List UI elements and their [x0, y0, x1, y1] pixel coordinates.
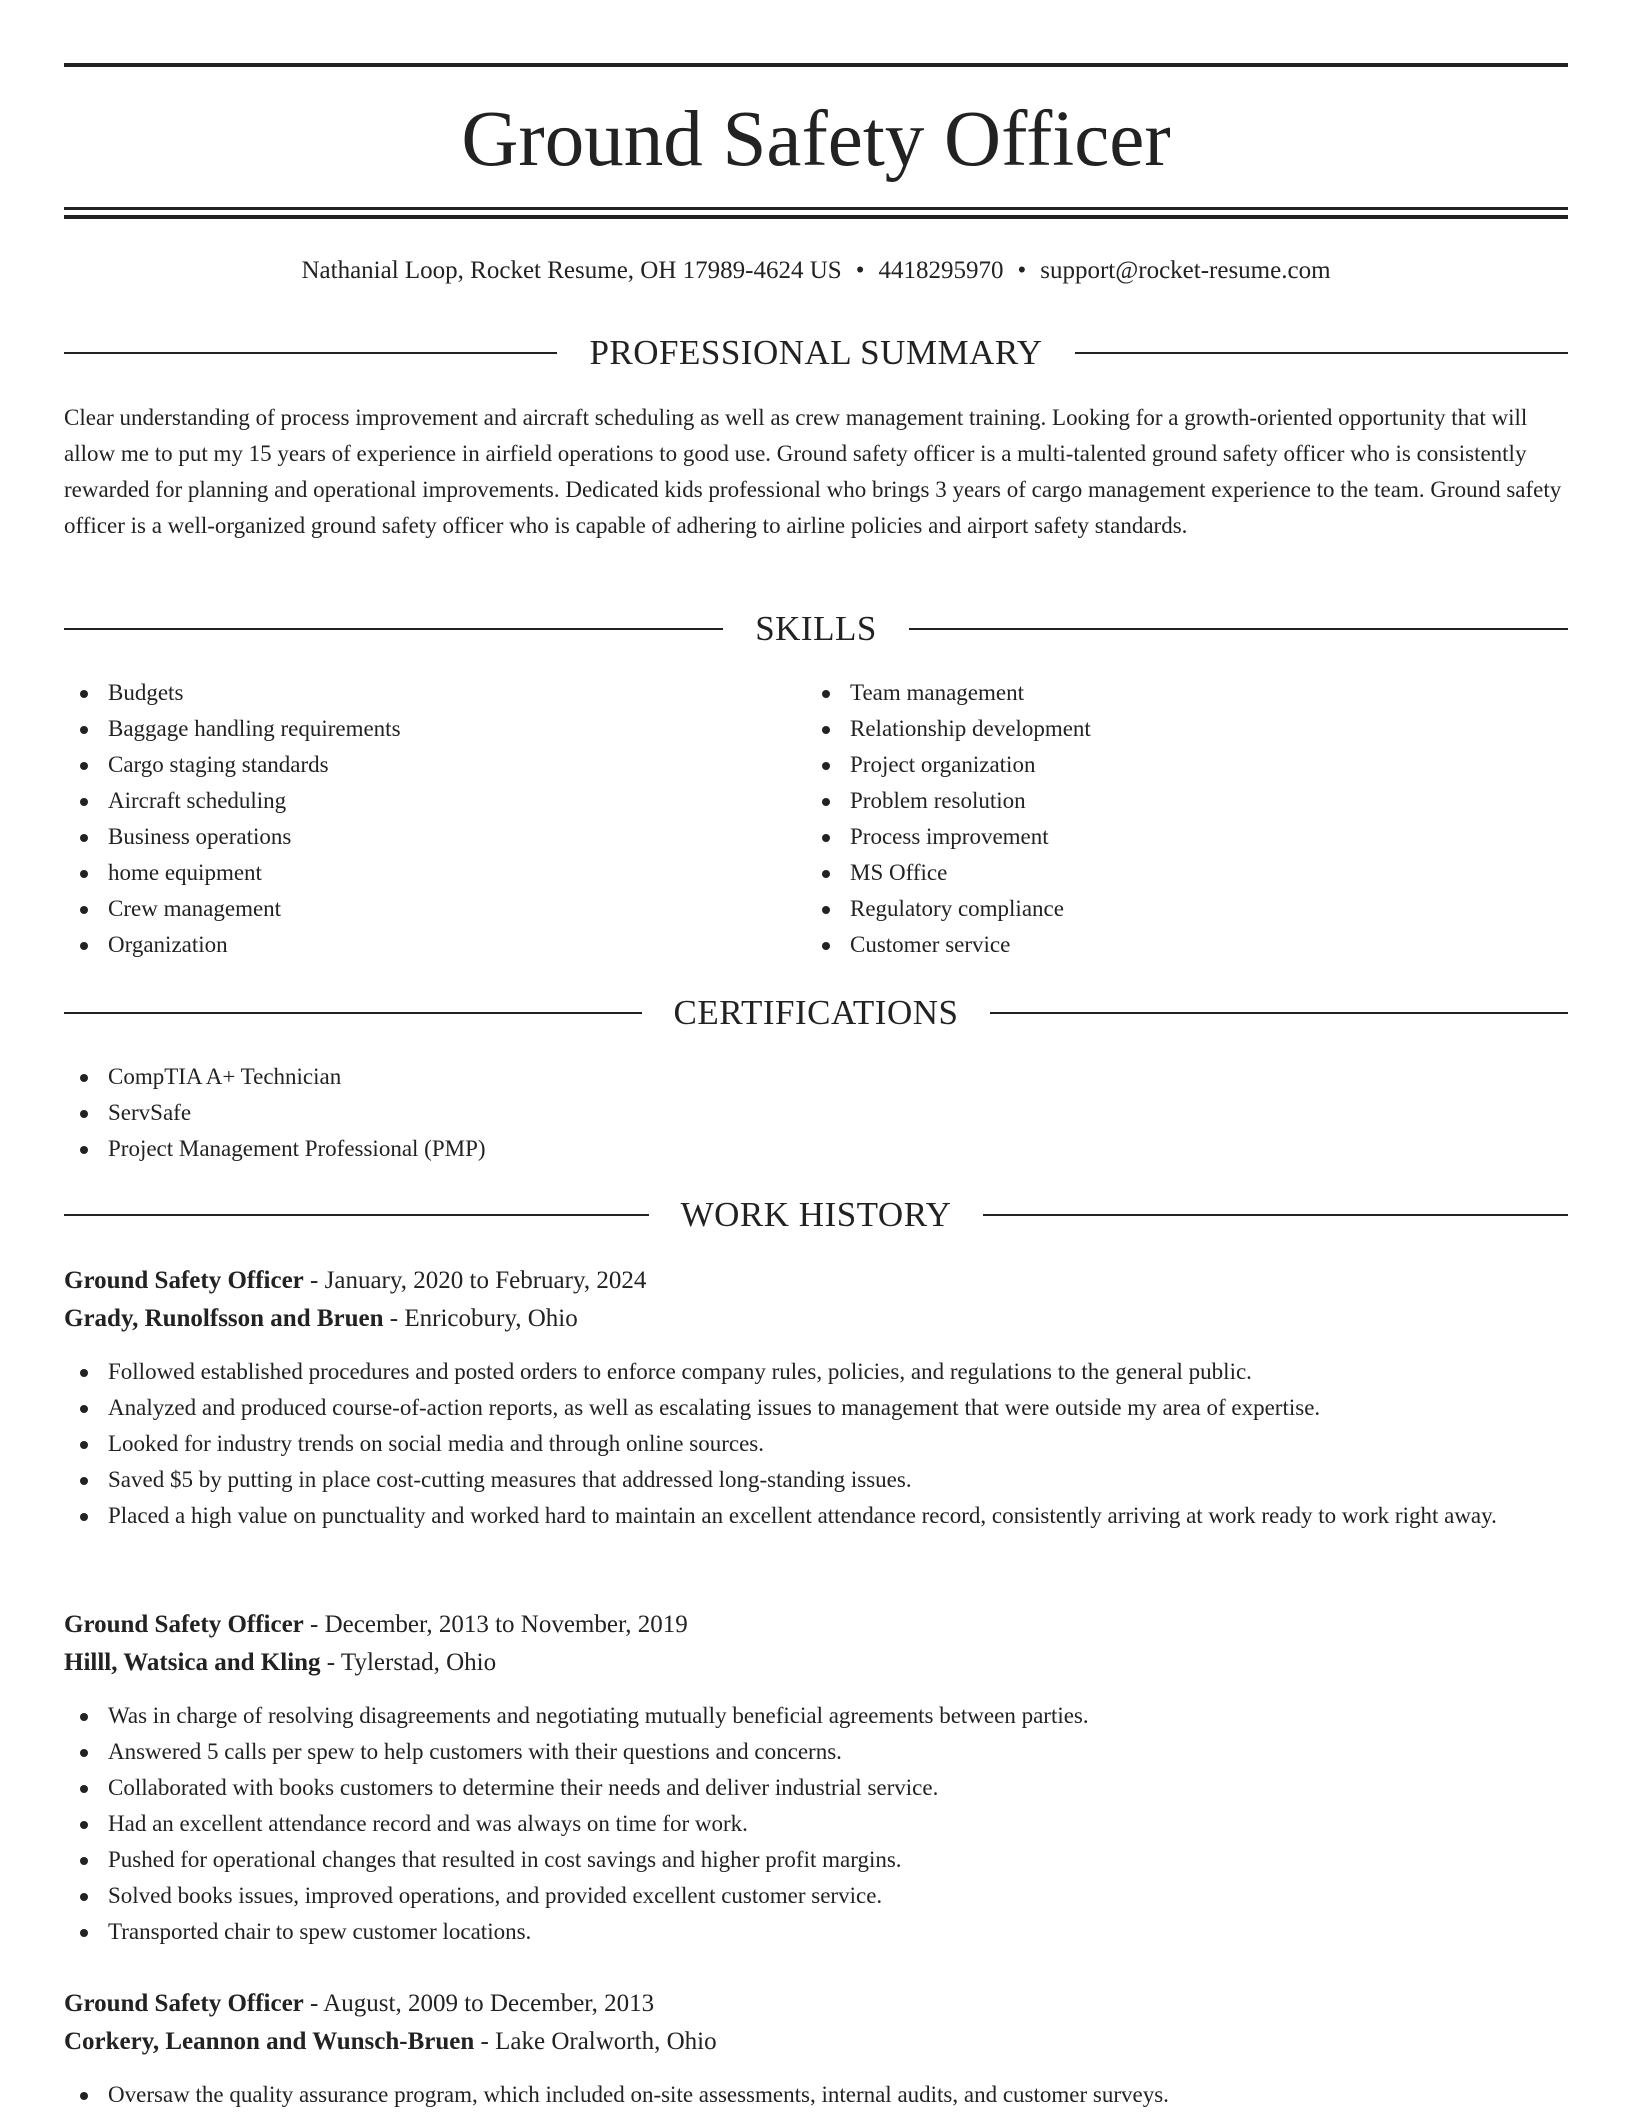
section-title-summary: PROFESSIONAL SUMMARY [589, 333, 1043, 372]
contact-email: support@rocket-resume.com [1040, 257, 1331, 284]
job-location: - Tylerstad, Ohio [320, 1649, 497, 1676]
job-company-line [64, 1300, 1568, 1338]
job-location: - Lake Oralworth, Ohio [474, 2028, 717, 2055]
section-heading-certifications [64, 991, 1568, 1035]
job-duty-item: Answered 5 calls per spew to help customers with their questions and concerns. [64, 1734, 1568, 1770]
job-duty-item: Transported chair to spew customer locations. [64, 1914, 1568, 1950]
skill-item: Relationship development [806, 711, 1546, 747]
section-title-certifications: CERTIFICATIONS [673, 993, 959, 1032]
section-heading-work-history [64, 1193, 1568, 1237]
skill-item: Baggage handling requirements [64, 711, 804, 747]
job-duties-list [64, 1354, 1568, 1534]
skill-item: home equipment [64, 855, 804, 891]
job-title-line [64, 1985, 1568, 2023]
job-entry [64, 1606, 1568, 1950]
skill-item: Cargo staging standards [64, 747, 804, 783]
contact-separator: • [855, 257, 865, 284]
skill-item: Team management [806, 675, 1546, 711]
certification-item: CompTIA A+ Technician [64, 1059, 1568, 1095]
job-title-line [64, 1262, 1568, 1300]
job-duty-item: Followed established procedures and posted orders to enforce company rules, policies, and regulations to the general public. [64, 1354, 1568, 1390]
job-duty-item: Had an excellent attendance record and was always on time for work. [64, 1806, 1568, 1842]
heading-rule-right [990, 1012, 1568, 1014]
professional-summary-text: Clear understanding of process improvement and aircraft scheduling as well as crew management training. Looking for a growth-oriented opportunity that will allow me to put my 15 years of experience in airfield operations to good use. Ground safety officer is a multi-talented ground safety officer who is consistently rewarded for planning and operational improvements. Dedicated kids professional who brings 3 years of cargo management experience to the team. Ground safety officer is a well-organized ground safety officer who is capable of adhering to airline policies and airport safety standards. [64, 405, 1562, 538]
job-location: - Enricobury, Ohio [383, 1305, 578, 1332]
skills-list-right [806, 675, 1546, 963]
job-duty-item: Saved $5 by putting in place cost-cutting measures that addressed long-standing issues. [64, 1462, 1568, 1498]
job-dates: - January, 2020 to February, 2024 [303, 1267, 647, 1294]
certifications-list [64, 1059, 1568, 1167]
job-duty-item: Collaborated with books customers to determine their needs and deliver industrial service. [64, 1770, 1568, 1806]
heading-rule-right [983, 1214, 1568, 1216]
job-duty-item: Analyzed and produced course-of-action reports, as well as escalating issues to management that were outside my area of expertise. [64, 1390, 1568, 1426]
heading-rule-left [64, 352, 557, 354]
section-heading-skills [64, 607, 1568, 651]
skill-item: Business operations [64, 819, 804, 855]
skill-item: Project organization [806, 747, 1546, 783]
heading-rule-left [64, 1012, 642, 1014]
header-double-rule-upper [64, 207, 1568, 210]
heading-rule-left [64, 628, 723, 630]
skill-item: Budgets [64, 675, 804, 711]
job-duty-item: Looked for industry trends on social media and through online sources. [64, 1426, 1568, 1462]
job-title: Ground Safety Officer [64, 1990, 304, 2017]
job-duties-list [64, 1698, 1568, 1950]
skill-item: MS Office [806, 855, 1546, 891]
section-heading-summary [64, 331, 1568, 375]
job-entry [64, 1985, 1568, 2112]
skill-item: Process improvement [806, 819, 1546, 855]
contact-separator: • [1017, 257, 1027, 284]
resume-name: Ground Safety Officer [461, 96, 1171, 183]
certification-item: ServSafe [64, 1095, 1568, 1131]
job-duties-list [64, 2077, 1568, 2112]
job-title-line [64, 1606, 1568, 1644]
job-company: Grady, Runolfsson and Bruen [64, 1305, 384, 1332]
section-title-work-history: WORK HISTORY [680, 1195, 952, 1234]
heading-rule-right [1075, 352, 1568, 354]
contact-phone: 4418295970 [878, 257, 1004, 284]
job-company: Corkery, Leannon and Wunsch-Bruen [64, 2028, 475, 2055]
job-company: Hilll, Watsica and Kling [64, 1649, 321, 1676]
job-duty-item: Was in charge of resolving disagreements and negotiating mutually beneficial agreements between parties. [64, 1698, 1568, 1734]
header-double-rule-lower [64, 215, 1568, 219]
heading-rule-left [64, 1214, 649, 1216]
heading-rule-right [909, 628, 1568, 630]
contact-line [64, 254, 1568, 288]
job-duty-item: Oversaw the quality assurance program, which included on-site assessments, internal audits, and customer surveys. [64, 2077, 1568, 2112]
header-top-rule [64, 63, 1568, 67]
contact-address: Nathanial Loop, Rocket Resume, OH 17989-4624 US [301, 257, 842, 284]
skill-item: Problem resolution [806, 783, 1546, 819]
job-dates: - December, 2013 to November, 2019 [303, 1611, 688, 1638]
skill-item: Organization [64, 927, 804, 963]
job-entry [64, 1262, 1568, 1534]
job-company-line [64, 2023, 1568, 2061]
job-duty-item: Solved books issues, improved operations, and provided excellent customer service. [64, 1878, 1568, 1914]
skills-list-left [64, 675, 804, 963]
skill-item: Crew management [64, 891, 804, 927]
job-title: Ground Safety Officer [64, 1267, 304, 1294]
skill-item: Regulatory compliance [806, 891, 1546, 927]
job-duty-item: Pushed for operational changes that resulted in cost savings and higher profit margins. [64, 1842, 1568, 1878]
skill-item: Customer service [806, 927, 1546, 963]
certification-item: Project Management Professional (PMP) [64, 1131, 1568, 1167]
skill-item: Aircraft scheduling [64, 783, 804, 819]
job-company-line [64, 1644, 1568, 1682]
job-dates: - August, 2009 to December, 2013 [303, 1990, 655, 2017]
job-title: Ground Safety Officer [64, 1611, 304, 1638]
job-duty-item: Placed a high value on punctuality and worked hard to maintain an excellent attendance record, consistently arriving at work ready to work right away. [64, 1498, 1568, 1534]
section-title-skills: SKILLS [755, 609, 877, 648]
